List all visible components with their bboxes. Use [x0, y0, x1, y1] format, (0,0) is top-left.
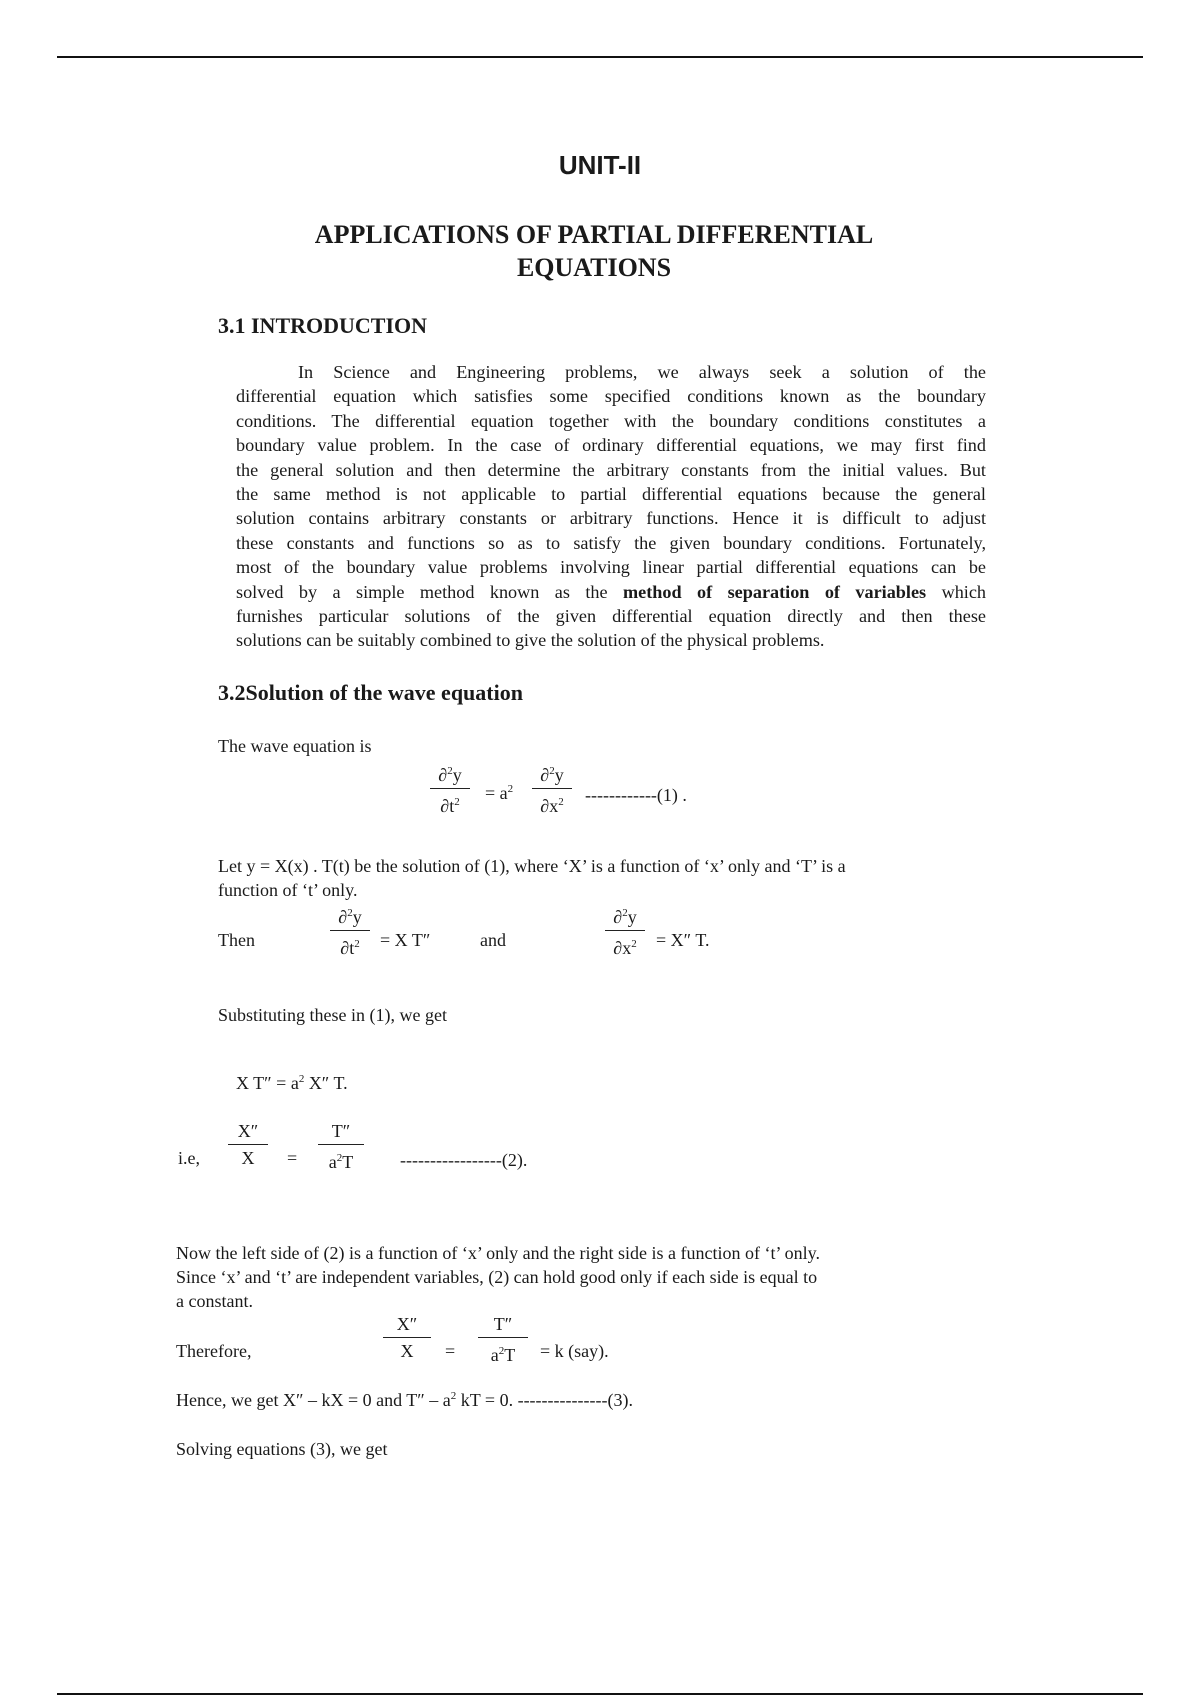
- paragraph-line: most of the boundary value problems involving linear partial differential equations can be: [236, 557, 986, 578]
- substituting-text: Substituting these in (1), we get: [218, 1005, 447, 1025]
- k-say: = k (say).: [540, 1341, 609, 1361]
- equation-1-tag: ------------(1) .: [585, 785, 687, 805]
- wave-equation-intro: The wave equation is: [218, 736, 372, 756]
- paragraph-line: solution contains arbitrary constants or arbitrary functions. Hence it is difficult to adjust: [236, 508, 986, 529]
- xt-equation: X $T'' = a^2$ X″ T.: [236, 1073, 348, 1093]
- paragraph-line: boundary value problem. In the case of ordinary differential equations, we may first find: [236, 435, 986, 456]
- let-line-2: function of ‘t’ only.: [218, 880, 358, 900]
- top-rule: [57, 56, 1143, 58]
- paragraph-line: solved by a simple method known as the method of separation of variables which: [236, 581, 987, 602]
- x-double-prime-over-x-fraction: X″ X: [228, 1120, 268, 1169]
- now-line-3: a constant.: [176, 1291, 253, 1311]
- paragraph-line: differential equation which satisfies some specified conditions known as the boundary: [236, 386, 986, 407]
- paragraph-line: In Science and Engineering problems, we always seek a solution of the: [298, 362, 986, 382]
- t-double-prime-over-a2t-fraction: T″ $a^2T$: [318, 1120, 364, 1173]
- paragraph-line: solutions can be suitably combined to give the solution of the physical problems.: [236, 630, 825, 651]
- d2y-dx2-fraction: ∂$^2$y $\partial x^2$: [605, 902, 645, 959]
- t-double-prime-over-a2t-fraction: T″ $a^2T$: [478, 1313, 528, 1366]
- equals-sign: =: [287, 1148, 298, 1168]
- introduction-paragraph: [236, 360, 986, 653]
- therefore-label: Therefore,: [176, 1341, 252, 1361]
- equals-a-squared: = $a^2$: [485, 783, 514, 803]
- hence-equations-3: Hence, we get X″ – kX = 0 and $T'' - a^2$ kT = 0. ---------------(3).: [176, 1390, 633, 1410]
- x-double-prime-over-x-fraction: X″ X: [383, 1313, 431, 1362]
- paragraph-line: furnishes particular solutions of the given differential equation directly and then these: [236, 605, 986, 626]
- d2y-dt2-fraction: ∂$^2$y $\partial t^2$: [330, 902, 370, 959]
- now-line-1: Now the left side of (2) is a function of ‘x’ only and the right side is a function of ‘t’ only.: [176, 1243, 821, 1263]
- equation-2-tag: -----------------(2).: [400, 1150, 528, 1170]
- solving-text: Solving equations (3), we get: [176, 1439, 388, 1459]
- then-label: Then: [218, 930, 255, 950]
- paragraph-line: the general solution and then determine the arbitrary constants from the initial values. But: [236, 459, 986, 480]
- and-label: and: [480, 930, 506, 950]
- rhs-x-t-double-prime: = X T″: [380, 930, 431, 950]
- let-line-1: Let y = X(x) . T(t) be the solution of (1), where ‘X’ is a function of ‘x’ only and ‘T’ is a: [218, 856, 846, 876]
- rhs-x-double-prime-t: = X″ T.: [656, 930, 710, 950]
- d2y-dt2-fraction: ∂$^2$y $\partial t^2$: [430, 760, 470, 817]
- section-heading-wave: 3.2Solution of the wave equation: [218, 680, 523, 705]
- chapter-title-line1: APPLICATIONS OF PARTIAL DIFFERENTIAL: [314, 220, 874, 249]
- paragraph-line: these constants and functions so as to satisfy the given boundary conditions. Fortunately,: [236, 532, 986, 553]
- equals-sign: =: [445, 1341, 456, 1361]
- method-emphasis: method of separation of variables: [623, 581, 927, 602]
- d2y-dx2-fraction: ∂$^2$y $\partial x^2$: [532, 760, 572, 817]
- paragraph-line: conditions. The differential equation together with the boundary conditions constitutes a: [236, 410, 986, 431]
- paragraph-line: the same method is not applicable to partial differential equations because the general: [236, 483, 986, 504]
- unit-heading: UNIT-II: [558, 150, 642, 180]
- now-line-2: Since ‘x’ and ‘t’ are independent variables, (2) can hold good only if each side is equal to: [176, 1267, 818, 1287]
- chapter-title-line2: EQUATIONS: [516, 253, 672, 282]
- ie-label: i.e,: [178, 1148, 200, 1168]
- section-heading-introduction: 3.1 INTRODUCTION: [218, 313, 428, 338]
- bottom-rule: [57, 1693, 1143, 1695]
